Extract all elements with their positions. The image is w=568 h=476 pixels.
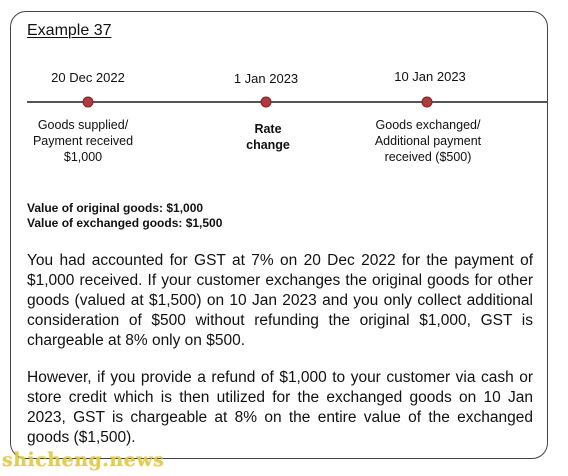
timeline-date-3: 10 Jan 2023	[394, 69, 466, 84]
values-block	[27, 201, 222, 231]
timeline-date-1: 20 Dec 2022	[51, 70, 125, 85]
exchanged-value-text: Value of exchanged goods: $1,500	[27, 216, 223, 230]
timeline-caption-1: Goods supplied/ Payment received $1,000	[32, 118, 134, 164]
original-value-text: Value of original goods: $1,000	[27, 201, 204, 215]
timeline-line	[27, 101, 548, 103]
paragraph-1: You had accounted for GST at 7% on 20 Dec 2022 for the payment of $1,000 received. If your customer exchanges the original goods for other goods (valued at $1,500) on 10 Jan 2023 and you only collect additional consideration of $500 without refunding the original $1,000, GST is chargeable at 8% only on $500.	[27, 252, 533, 349]
paragraph-2: However, if you provide a refund of $1,000 to your customer via cash or store credit which is then utilized for the exchanged goods on 10 Jan 2023, GST is chargeable at 8% on the entire value of the exchanged goods ($1,500).	[27, 369, 533, 446]
timeline-date-2: 1 Jan 2023	[233, 71, 299, 86]
timeline-point-3	[422, 97, 433, 108]
timeline-caption-2: Rate change	[246, 122, 290, 152]
example-title: Example 37	[27, 22, 112, 39]
timeline-point-2	[261, 97, 272, 108]
timeline-point-1	[83, 97, 94, 108]
watermark: shicheng.news	[2, 449, 165, 471]
timeline-caption-3: Goods exchanged/ Additional payment received ($500)	[374, 118, 482, 164]
